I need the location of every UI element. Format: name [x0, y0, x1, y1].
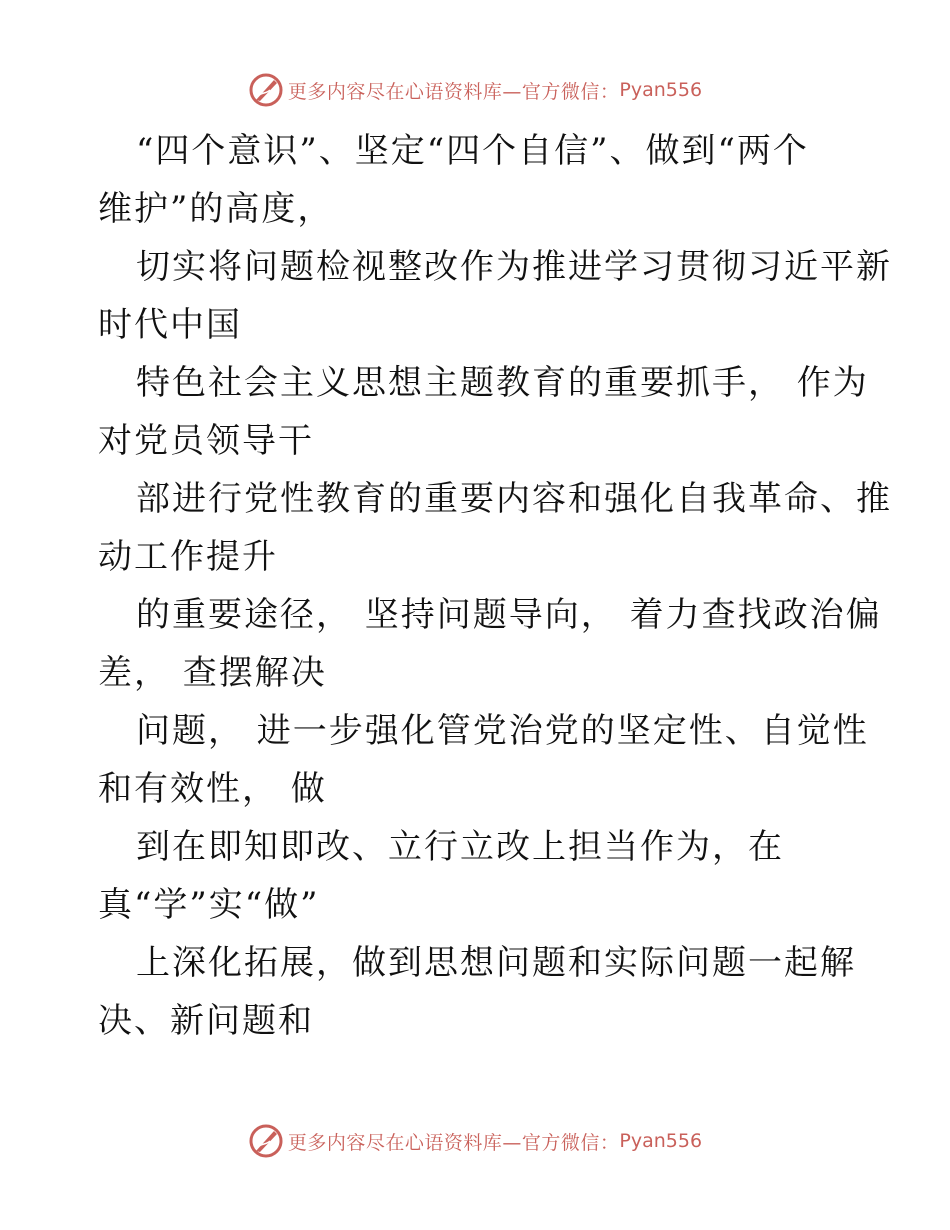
paragraph [98, 354, 869, 470]
paragraph-line: 部进行党性教育的重要内容和强化自我革命、推 [136, 479, 892, 519]
paragraph-line: “四个意识”、坚定“四个自信”、做到“两个 [136, 131, 809, 171]
paragraph-line: 切实将问题检视整改作为推进学习贯彻习近平新 [136, 247, 892, 287]
paragraph-line: 决、新问题和 [98, 1001, 314, 1041]
paragraph [98, 702, 869, 818]
paragraph-line: 和有效性， 做 [98, 769, 327, 809]
paragraph [98, 586, 882, 702]
paragraph-line: 上深化拓展，做到思想问题和实际问题一起解 [136, 943, 856, 983]
watermark-id: Pyan556 [619, 79, 703, 101]
paragraph-line: 维护”的高度， [98, 189, 334, 229]
paragraph-line: 差， 查摆解决 [98, 653, 327, 693]
paragraph-line: 的重要途径， 坚持问题导向， 着力查找政治偏 [136, 595, 882, 635]
footer-watermark [0, 1123, 950, 1159]
paragraph-line: 问题， 进一步强化管党治党的坚定性、自觉性 [136, 711, 869, 751]
paragraph-line: 特色社会主义思想主题教育的重要抓手， 作为 [136, 363, 869, 403]
paragraph [98, 818, 858, 934]
paragraph-line: 时代中国 [98, 305, 242, 345]
quill-pen-circle-icon [248, 72, 284, 108]
paragraph-line: 对党员领导干 [98, 421, 314, 461]
quill-pen-circle-icon [248, 1123, 284, 1159]
watermark-id: Pyan556 [619, 1130, 703, 1152]
paragraph-line: 到在即知即改、立行立改上担当作为，在 [136, 827, 784, 867]
watermark-text: 更多内容尽在心语资料库—官方微信： [287, 1131, 620, 1154]
paragraph [98, 934, 858, 1050]
document-body [98, 122, 892, 1050]
header-watermark [0, 72, 950, 108]
paragraph [98, 470, 892, 586]
watermark-text: 更多内容尽在心语资料库—官方微信： [287, 80, 620, 103]
paragraph-line: 动工作提升 [98, 537, 278, 577]
paragraph [98, 238, 892, 354]
paragraph-line: 真“学”实“做” [98, 885, 320, 925]
paragraph [98, 122, 858, 238]
